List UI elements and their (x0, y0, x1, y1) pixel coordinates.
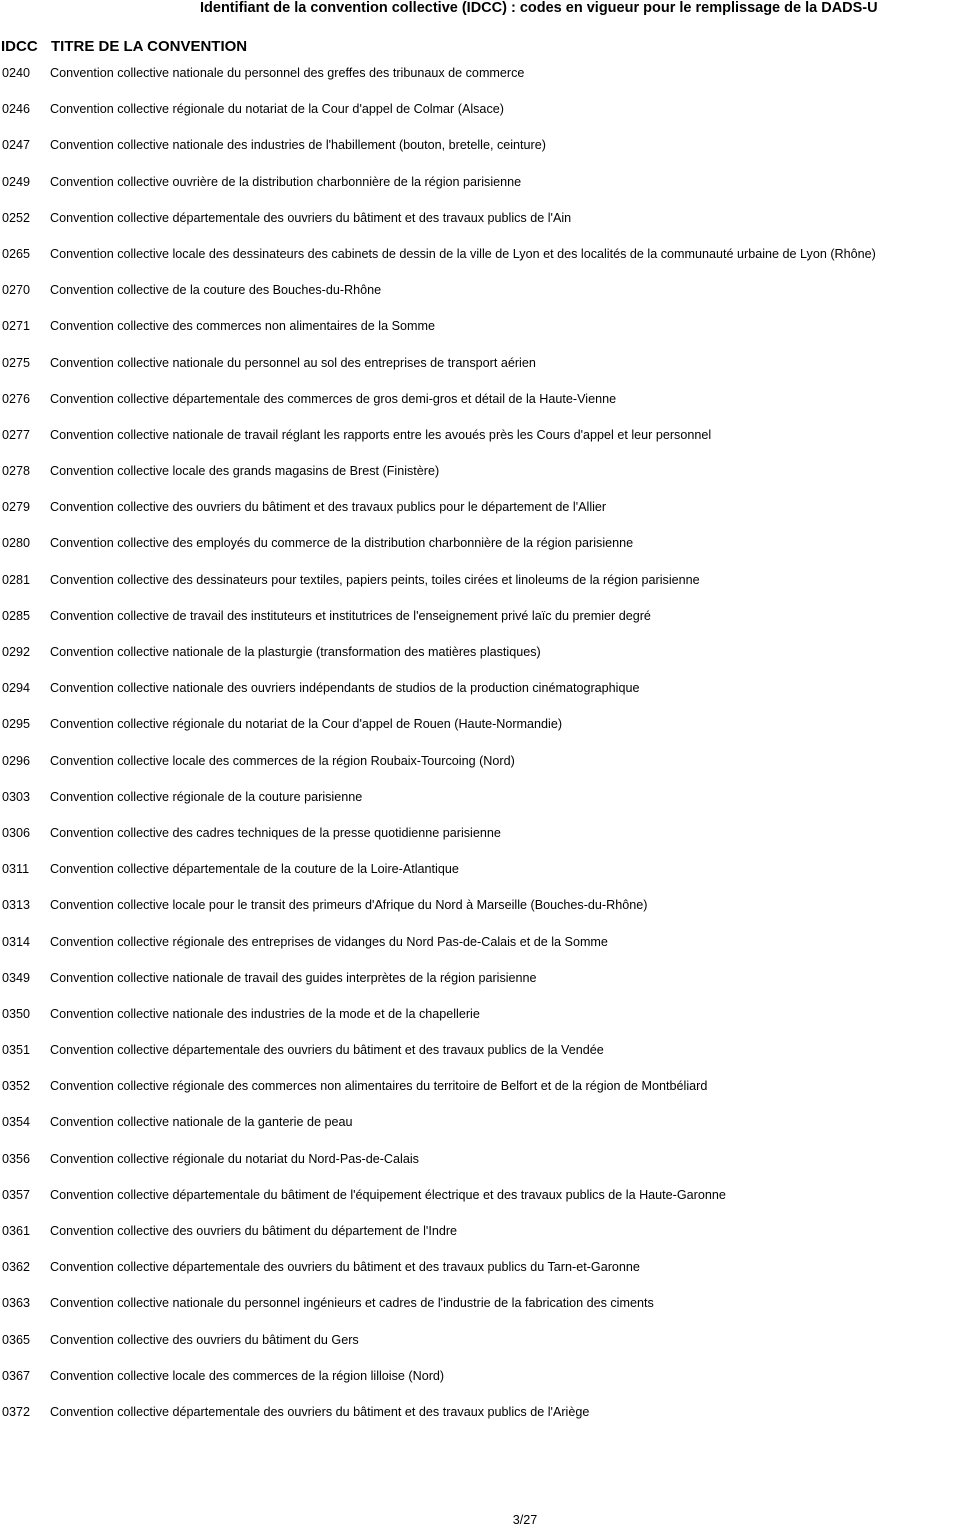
table-row (0, 1151, 960, 1187)
table-row (0, 1259, 960, 1295)
table-row (0, 463, 960, 499)
idcc-code: 0265 (2, 246, 31, 261)
convention-title: Convention collective nationale de la ganterie de peau (50, 1115, 353, 1130)
table-row (0, 1114, 960, 1150)
table-row (0, 210, 960, 246)
table-row (0, 318, 960, 354)
convention-title: Convention collective régionale des commerces non alimentaires du territoire de Belfort et de la région de Montbéliard (50, 1079, 708, 1094)
convention-title: Convention collective régionale du notariat de la Cour d'appel de Rouen (Haute-Normandie) (50, 717, 563, 732)
table-row (0, 572, 960, 608)
table-row (0, 282, 960, 318)
document-title: Identifiant de la convention collective (IDCC) : codes en vigueur pour le remplissage de la DADS-U (200, 0, 878, 16)
convention-title: Convention collective nationale du personnel ingénieurs et cadres de l'industrie de la fabrication des ciments (50, 1296, 654, 1311)
table-row (0, 753, 960, 789)
idcc-code: 0247 (2, 138, 31, 153)
convention-title: Convention collective de la couture des Bouches-du-Rhône (50, 283, 382, 298)
idcc-code: 0240 (2, 66, 31, 80)
convention-title: Convention collective départementale des commerces de gros demi-gros et détail de la Haute-Vienne (50, 391, 617, 406)
convention-title: Convention collective locale des commerces de la région lilloise (Nord) (50, 1368, 445, 1383)
table-row (0, 355, 960, 391)
idcc-code: 0279 (2, 500, 31, 515)
table-row (0, 137, 960, 173)
convention-title: Convention collective des dessinateurs pour textiles, papiers peints, toiles cirées et linoleums de la région parisienne (50, 572, 700, 587)
table-row (0, 391, 960, 427)
table-row (0, 1078, 960, 1114)
idcc-code: 0294 (2, 681, 31, 696)
idcc-code: 0292 (2, 645, 31, 659)
table-row (0, 1295, 960, 1331)
idcc-code: 0303 (2, 789, 31, 804)
convention-title: Convention collective départementale de la couture de la Loire-Atlantique (50, 862, 459, 877)
idcc-code: 0249 (2, 174, 31, 189)
convention-title: Convention collective départementale des ouvriers du bâtiment et des travaux publics du Tarn-et-Garonne (50, 1260, 640, 1275)
idcc-code: 0246 (2, 102, 31, 117)
table-row (0, 825, 960, 861)
idcc-code: 0278 (2, 464, 31, 479)
table-row (0, 535, 960, 571)
convention-title: Convention collective ouvrière de la distribution charbonnière de la région parisienne (50, 174, 522, 189)
idcc-code: 0280 (2, 536, 31, 551)
convention-list (0, 65, 960, 1440)
idcc-code: 0313 (2, 898, 31, 913)
convention-title: Convention collective des employés du commerce de la distribution charbonnière de la région parisienne (50, 536, 634, 551)
convention-title: Convention collective de travail des instituteurs et institutrices de l'enseignement privé laïc du premier degré (50, 608, 651, 623)
table-row (0, 1042, 960, 1078)
convention-title: Convention collective nationale des industries de la mode et de la chapellerie (50, 1006, 480, 1021)
idcc-code: 0270 (2, 283, 31, 298)
convention-title: Convention collective des ouvriers du bâtiment du Gers (50, 1332, 359, 1347)
table-row (0, 934, 960, 970)
idcc-code: 0354 (2, 1115, 31, 1130)
table-row (0, 1368, 960, 1404)
table-row (0, 101, 960, 137)
idcc-code: 0350 (2, 1006, 31, 1021)
convention-title: Convention collective locale des commerces de la région Roubaix-Tourcoing (Nord) (50, 753, 515, 768)
convention-title: Convention collective nationale de travail réglant les rapports entre les avoués près les Cours d'appel et leur personnel (50, 427, 712, 442)
idcc-code: 0349 (2, 970, 31, 985)
convention-title: Convention collective départementale des ouvriers du bâtiment et des travaux publics de l'Ain (50, 210, 572, 225)
convention-title: Convention collective locale des dessinateurs des cabinets de dessin de la ville de Lyon et des localités de la communauté urbaine de Lyon (Rhône) (50, 246, 876, 261)
convention-title: Convention collective nationale des ouvriers indépendants de studios de la production cinématographique (50, 681, 640, 696)
table-row (0, 789, 960, 825)
convention-title: Convention collective régionale de la couture parisienne (50, 789, 363, 804)
idcc-code: 0285 (2, 608, 31, 623)
convention-title: Convention collective régionale des entreprises de vidanges du Nord Pas-de-Calais et de la Somme (50, 934, 608, 949)
idcc-code: 0361 (2, 1224, 31, 1238)
idcc-code: 0314 (2, 934, 31, 949)
idcc-code: 0252 (2, 210, 31, 225)
table-row (0, 1187, 960, 1223)
convention-title: Convention collective nationale des industries de l'habillement (bouton, bretelle, ceinture) (50, 138, 546, 153)
convention-title: Convention collective départementale du bâtiment de l'équipement électrique et des travaux publics de la Haute-Garonne (50, 1187, 726, 1202)
idcc-code: 0306 (2, 825, 31, 840)
idcc-code: 0275 (2, 355, 31, 370)
convention-title: Convention collective des ouvriers du bâtiment du département de l'Indre (50, 1224, 458, 1238)
idcc-code: 0271 (2, 319, 31, 334)
idcc-code: 0277 (2, 427, 31, 442)
table-row (0, 1223, 960, 1259)
table-row (0, 174, 960, 210)
convention-title: Convention collective départementale des ouvriers du bâtiment et des travaux publics de la Vendée (50, 1043, 604, 1058)
idcc-code: 0352 (2, 1079, 31, 1094)
table-row (0, 970, 960, 1006)
idcc-code: 0296 (2, 753, 31, 768)
idcc-code: 0281 (2, 572, 31, 587)
table-row (0, 680, 960, 716)
idcc-code: 0356 (2, 1151, 31, 1166)
table-row (0, 246, 960, 282)
table-row (0, 427, 960, 463)
idcc-code: 0367 (2, 1368, 31, 1383)
convention-title: Convention collective nationale de travail des guides interprètes de la région parisienne (50, 970, 537, 985)
page-number: 3/27 (512, 1513, 538, 1527)
table-row (0, 644, 960, 680)
convention-title: Convention collective nationale du personnel au sol des entreprises de transport aérien (50, 355, 536, 370)
idcc-code: 0276 (2, 391, 31, 406)
idcc-code: 0351 (2, 1043, 31, 1058)
idcc-code: 0311 (2, 862, 30, 877)
table-row (0, 1006, 960, 1042)
convention-title: Convention collective nationale de la plasturgie (transformation des matières plastiques) (50, 645, 541, 659)
table-row (0, 608, 960, 644)
convention-title: Convention collective locale pour le transit des primeurs d'Afrique du Nord à Marseille (Bouches-du-Rhône) (50, 898, 648, 913)
convention-title: Convention collective des ouvriers du bâtiment et des travaux publics pour le département de l'Allier (50, 500, 607, 515)
idcc-code: 0357 (2, 1187, 31, 1202)
convention-title: Convention collective régionale du notariat de la Cour d'appel de Colmar (Alsace) (50, 102, 504, 117)
column-header-code: IDCC (1, 38, 38, 55)
convention-title: Convention collective des cadres techniques de la presse quotidienne parisienne (50, 825, 501, 840)
convention-title: Convention collective des commerces non alimentaires de la Somme (50, 319, 435, 334)
convention-title: Convention collective nationale du personnel des greffes des tribunaux de commerce (50, 66, 525, 80)
idcc-code: 0372 (2, 1404, 31, 1419)
table-row (0, 65, 960, 101)
convention-title: Convention collective régionale du notariat du Nord-Pas-de-Calais (50, 1151, 419, 1166)
table-row (0, 1404, 960, 1440)
idcc-code: 0363 (2, 1296, 31, 1311)
table-row (0, 499, 960, 535)
idcc-code: 0295 (2, 717, 31, 732)
convention-title: Convention collective départementale des ouvriers du bâtiment et des travaux publics de l'Ariège (50, 1404, 590, 1419)
convention-title: Convention collective locale des grands magasins de Brest (Finistère) (50, 464, 440, 479)
idcc-code: 0365 (2, 1332, 31, 1347)
column-header-title: TITRE DE LA CONVENTION (51, 38, 248, 55)
table-row (0, 861, 960, 897)
table-row (0, 897, 960, 933)
table-row (0, 716, 960, 752)
table-row (0, 1332, 960, 1368)
idcc-code: 0362 (2, 1260, 31, 1275)
